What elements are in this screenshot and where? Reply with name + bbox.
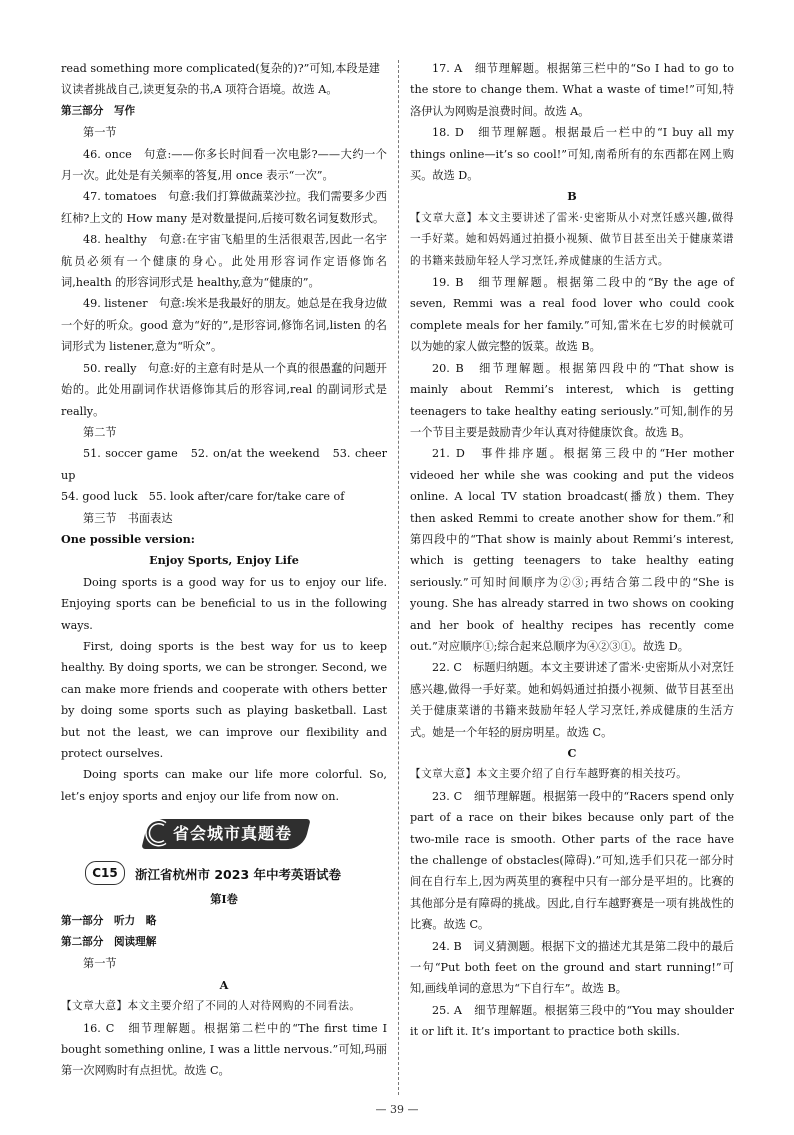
answer-item: 51. soccer game 52. on/at the weekend 53. cheer up <box>61 447 387 482</box>
answer-item: 19. B 细节理解题。根据第二段中的“By the age of seven, Remmi was a real food lover who could cook complete meals for her family.”可知,雷米在七岁的时候就可以为她的家人做完整的饭菜。故选 B。 <box>410 276 734 354</box>
section-heading: 第二部分 阅读理解 <box>61 936 157 949</box>
banner-title: 省会城市真题卷 <box>173 824 293 844</box>
volume-heading: 第Ⅰ卷 <box>210 892 238 907</box>
answer-item: 16. C 细节理解题。根据第二栏中的“The first time I bought something online, I was a little nervous.”可知,玛丽第一次网购时有点担忧。故选 C。 <box>61 1021 387 1078</box>
passage-summary: 【文章大意】本文主要讲述了雷米·史密斯从小对烹饪感兴趣,做得一手好菜。她和妈妈通过拍摄小视频、做节目甚至出关于健康菜谱的书籍来鼓励年轻人学习烹饪,养成健康的生活方式。 <box>410 211 734 267</box>
essay-intro: One possible version: <box>61 531 195 546</box>
answer-item: 22. C 标题归纳题。本文主要讲述了雷米·史密斯从小对烹饪感兴趣,做得一手好菜。她和妈妈通过拍摄小视频、做节目甚至出关于健康菜谱的书籍来鼓励年轻人学习烹饪,养成健康的生活方式。她是一个年轻的厨房明星。故选 C。 <box>410 661 734 739</box>
paper-title: 浙江省杭州市 2023 年中考英语试卷 <box>135 867 341 883</box>
essay-paragraph: Doing sports is a good way for us to enjoy our life. Enjoying sports can be beneficial to us in the following ways. <box>61 575 387 632</box>
essay-paragraph: Doing sports can make our life more colorful. So, let’s enjoy sports and enjoy our life from now on. <box>61 768 387 803</box>
text-line: 议读者挑战自己,读更复杂的书,A 项符合语境。故选 A。 <box>61 83 338 97</box>
answer-item: 20. B 细节理解题。根据第四段中的“That show is mainly about Remmi’s interest, which is getting teenagers to take healthy eating seriously.”可知,制作的另一个节目主要是鼓励青少年认真对待健康饮食。故选 B。 <box>410 361 734 439</box>
answer-item: 48. healthy 句意:在宇宙飞船里的生活很艰苦,因此一名宇航员必须有一个健康的身心。此处用形容词作定语修饰名词,health 的形容词形式是 healthy,意为“健康的”。 <box>61 233 387 290</box>
section-heading: 第三部分 写作 <box>61 104 136 117</box>
c-logo-icon <box>141 817 171 849</box>
subsection-heading: 第一节 <box>83 126 117 140</box>
answer-item: 17. A 细节理解题。根据第三栏中的“So I had to go to the store to change them. What a waste of time!”可知,特洛伊认为网购是浪费时间。故选 A。 <box>410 62 734 118</box>
answer-item: 23. C 细节理解题。根据第一段中的“Racers spend only part of a race on their bikes because only part of the two-mile race is smooth. Other parts of the race have the challenge of obstacles(障碍).”可知,选手们只花一部分时间在自行车上,因为两英里的赛程中只有一部分是平坦的。比赛的其他部分是有障碍的挑战。因此,自行车越野赛是一项有挑战性的比赛。故选 C。 <box>410 789 734 932</box>
column-divider <box>398 60 399 1095</box>
section-heading: 第一部分 听力 略 <box>61 914 157 927</box>
answer-item: 46. once 句意:——你多长时间看一次电影?——大约一个月一次。此处是有关频率的答复,用 once 表示“一次”。 <box>61 147 387 183</box>
text-line: read something more complicated(复杂的)?”可知,本段是建 <box>61 62 380 75</box>
paper-header <box>61 857 387 889</box>
passage-summary: 【文章大意】本文主要介绍了自行车越野赛的相关技巧。 <box>410 768 688 781</box>
subsection-heading: 第三节 书面表达 <box>83 511 173 525</box>
right-column <box>410 58 734 1043</box>
passage-summary: 【文章大意】本文主要介绍了不同的人对待网购的不同看法。 <box>61 1000 361 1013</box>
passage-letter: B <box>567 189 577 204</box>
page-number: — 39 — <box>375 1103 419 1116</box>
passage-letter: C <box>567 746 577 760</box>
answer-item: 25. A 细节理解题。根据第三段中的“You may shoulder it or lift it. It’s important to practice both skills. <box>410 1003 734 1039</box>
subsection-heading: 第二节 <box>83 425 117 439</box>
section-banner <box>61 817 387 851</box>
answer-item: 18. D 细节理解题。根据最后一栏中的“I buy all my things online—it’s so cool!”可知,南希所有的东西都在网上购买。故选 D。 <box>410 126 734 183</box>
subsection-heading: 第一节 <box>83 957 117 971</box>
answer-item: 49. listener 句意:埃米是我最好的朋友。她总是在我身边做一个好的听众。good 意为“好的”,是形容词,修饰名词,listen 的名词形式为 listener,意为“听众”。 <box>61 297 387 354</box>
paper-tag: C15 <box>85 861 125 885</box>
essay-title: Enjoy Sports, Enjoy Life <box>149 553 299 568</box>
answer-item: 50. really 句意:好的主意有时是从一个真的很愚蠢的问题开始的。此处用副词作状语修饰其后的形容词,real 的副词形式是 really。 <box>61 361 387 418</box>
passage-letter: A <box>219 977 229 992</box>
answer-item: 24. B 词义猜测题。根据下文的描述尤其是第二段中的最后一句“Put both feet on the ground and start running!”可知,画线单词的意思为“下自行车”。故选 B。 <box>410 939 734 996</box>
answer-item: 54. good luck 55. look after/care for/take care of <box>61 490 345 504</box>
answer-item: 21. D 事件排序题。根据第三段中的“Her mother videoed her while she was cooking and put the videos online. A local TV station broadcast(播放) them. They then asked Remmi to create another show for them.”和第四段中的“That show is mainly about Remmi’s interest, which is getting teenagers to take healthy eating seriously.”可知时间顺序为②③;再结合第二段中的“She is young. She has already starred in two shows on cooking and her book of healthy recipes has recently come out.”对应顺序①;综合起来总顺序为④②③①。故选 D。 <box>410 447 734 653</box>
essay-paragraph: First, doing sports is the best way for us to keep healthy. By doing sports, we can be stronger. Second, we can make more friends and cooperate with others better by doing some sports such as playing basketball. Last but not the least, we can improve our flexibility and protect ourselves. <box>61 639 387 760</box>
left-column <box>61 58 387 1082</box>
answer-item: 47. tomatoes 句意:我们打算做蔬菜沙拉。我们需要多少西红柿?上文的 How many 是对数量提问,后接可数名词复数形式。 <box>61 190 387 225</box>
